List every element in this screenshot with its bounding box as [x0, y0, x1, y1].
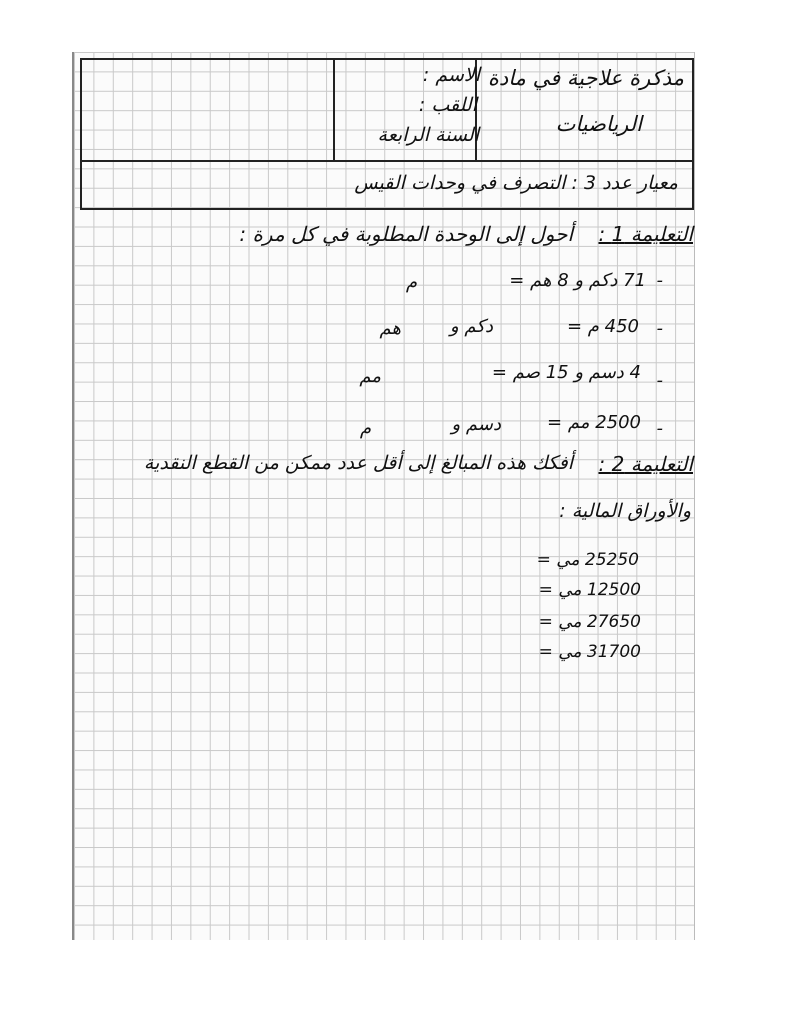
bullet: - [656, 318, 663, 339]
amount-item: 25250 مي = [536, 550, 639, 570]
item2-right: هم [379, 318, 401, 339]
instruction2-text-line1: أفكك هذه المبالغ إلى أقل عدد ممكن من القطع النقدية [143, 452, 573, 474]
instruction1-label: التعليمة 1 : [598, 222, 693, 246]
surname-label: اللقب : [418, 94, 477, 116]
header-title-line1: مذكرة علاجية في مادة [487, 66, 684, 90]
bullet: - [656, 370, 663, 391]
header-table [80, 58, 694, 162]
item1-right: م [405, 272, 417, 293]
instruction2-label: التعليمة 2 : [598, 452, 693, 476]
item1-left: 71 دكم و 8 هم = [509, 270, 646, 291]
amount-item: 12500 مي = [538, 580, 641, 600]
bullet: - [656, 270, 663, 291]
item4-mid: دسم و [451, 414, 501, 435]
instruction1-text: أحول إلى الوحدة المطلوبة في كل مرة : [239, 222, 573, 246]
criterion-text: معيار عدد 3 : التصرف في وحدات القيس [354, 172, 678, 194]
header-student-cell [333, 60, 480, 160]
bullet: - [656, 418, 663, 439]
amount-item: 27650 مي = [538, 612, 641, 632]
header-title-line2: الرياضيات [555, 112, 642, 136]
item2-left: 450 م = [566, 316, 639, 337]
header-empty-cell [82, 60, 333, 160]
instruction2-text-line2: والأوراق المالية : [559, 500, 691, 522]
item4-right: م [359, 418, 371, 439]
item2-mid: دكم و [450, 316, 493, 337]
name-label: الاسم : [422, 64, 480, 86]
amount-item: 31700 مي = [538, 642, 641, 662]
item4-left: 2500 مم = [547, 412, 641, 433]
item3-right: مم [359, 366, 381, 387]
year-label: السنة الرابعة [377, 124, 479, 146]
criterion-row [80, 158, 694, 210]
item3-left: 4 دسم و 15 صم = [491, 362, 641, 383]
header-title-cell [475, 60, 692, 160]
